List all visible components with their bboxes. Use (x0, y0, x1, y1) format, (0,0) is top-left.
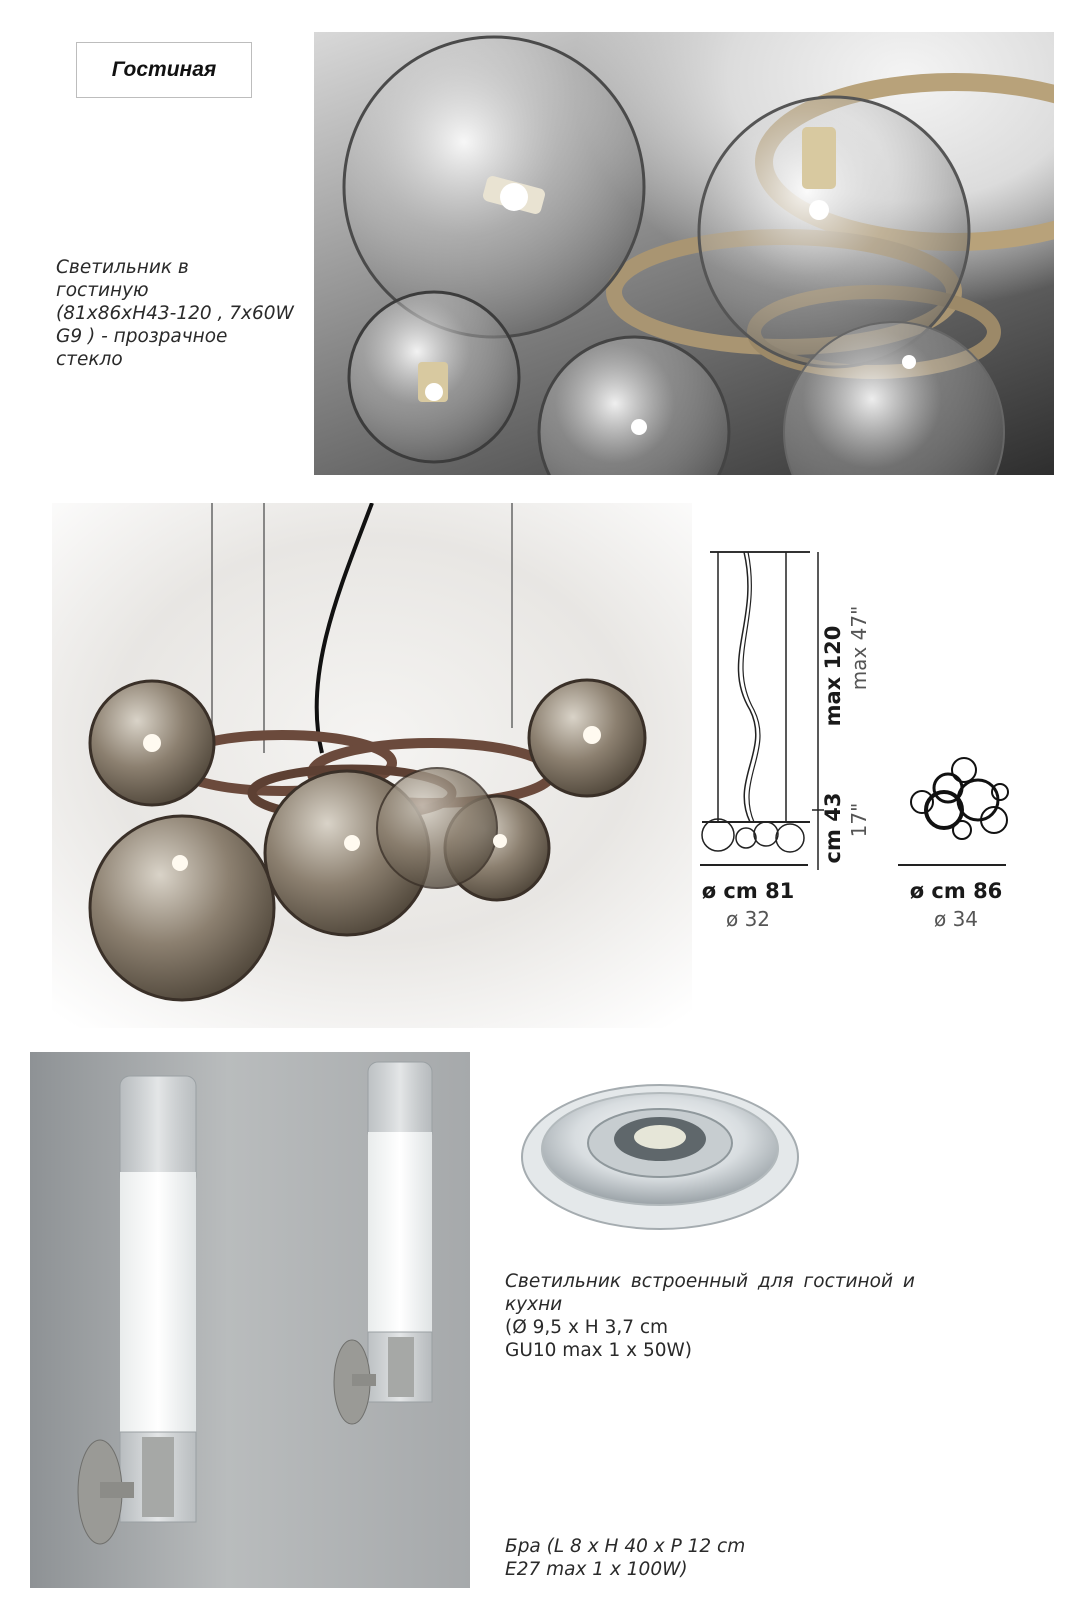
width-side-in-label: ø 32 (725, 907, 771, 931)
height-in-label: max 47" (847, 605, 871, 691)
width-top-in-label: ø 34 (933, 907, 979, 931)
caption-line: E27 max 1 x 100W) (505, 1559, 688, 1580)
chandelier-caption (56, 256, 306, 371)
width-top-cm-label: ø cm 86 (909, 879, 1003, 903)
caption-line: кухни (505, 1294, 563, 1315)
recessed-light-caption (505, 1270, 975, 1362)
caption-line: Бра (L 8 x H 40 x P 12 cm (505, 1536, 746, 1557)
caption-line: гостиную (56, 280, 149, 301)
sconce-caption (505, 1535, 835, 1581)
chandelier-closeup-photo (314, 32, 1054, 475)
caption-line: G9 ) - прозрачное (56, 326, 228, 347)
caption-line: стекло (56, 349, 123, 370)
section-title: Гостиная (76, 42, 252, 98)
caption-line: GU10 max 1 x 50W) (505, 1340, 693, 1361)
body-in-label: 17" (847, 802, 871, 838)
body-cm-label: cm 43 (821, 792, 845, 864)
recessed-light-photo (520, 1075, 800, 1235)
wall-sconce-photo (30, 1052, 470, 1588)
dimension-drawing (700, 540, 1060, 960)
suspension-lamp-photo (52, 503, 692, 1028)
caption-line: (81x86xH43-120 , 7x60W (56, 303, 294, 324)
width-side-cm-label: ø cm 81 (701, 879, 795, 903)
caption-line: (Ø 9,5 x H 3,7 cm (505, 1317, 669, 1338)
caption-line: Светильник в (56, 257, 189, 278)
caption-line: Светильник встроенный для гостиной и (505, 1271, 915, 1292)
height-cm-label: max 120 (821, 625, 845, 727)
